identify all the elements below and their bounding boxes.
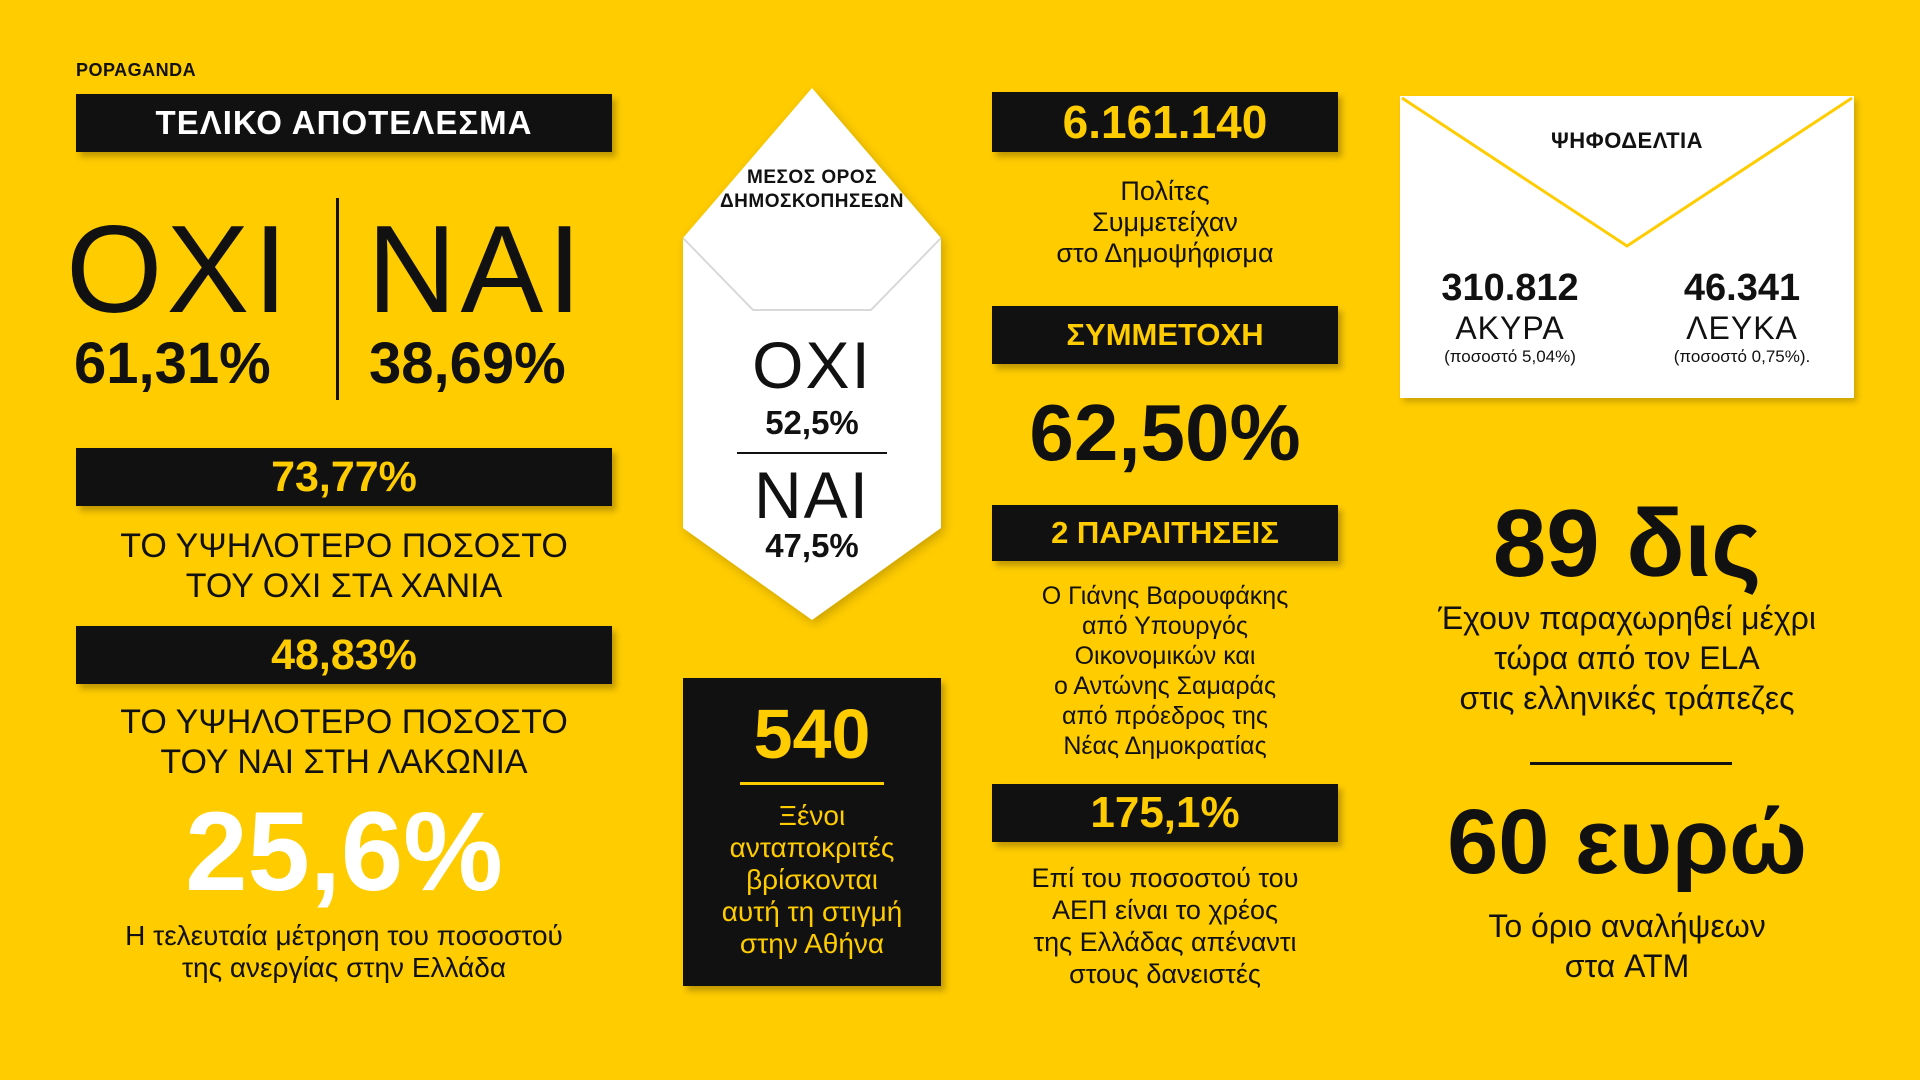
ballots-blank (1632, 266, 1852, 368)
ela-line3: στις ελληνικές τράπεζες (1459, 680, 1795, 716)
highest-yes-bar (76, 626, 612, 684)
invalid-label: ΑΚΥΡΑ (1455, 310, 1565, 346)
resignations-desc (992, 581, 1338, 761)
citizens-desc (992, 176, 1338, 269)
invalid-value: 310.812 (1441, 267, 1579, 309)
poll-yes-label: ΝΑΙ (753, 458, 871, 532)
debt-desc (992, 862, 1338, 990)
atm-value: 60 ευρώ (1447, 791, 1807, 893)
unemployment-line2: της ανεργίας στην Ελλάδα (181, 952, 507, 983)
ballots-invalid (1400, 266, 1620, 368)
highest-no-line2: ΤΟΥ ΟΧΙ ΣΤΑ ΧΑΝΙΑ (185, 567, 503, 605)
final-yes-pct: 38,69% (369, 331, 566, 396)
atm-line1: Το όριο αναλήψεων (1488, 908, 1766, 944)
resignations-line2: από Υπουργός (1082, 612, 1248, 640)
correspondents-line1: Ξένοι (778, 800, 846, 831)
citizens-line1: Πολίτες (1120, 176, 1210, 206)
resignations-line3: Οικονομικών και (1074, 642, 1256, 670)
ela-desc (1380, 598, 1874, 718)
correspondents-divider (740, 782, 884, 785)
final-no-label: ΟΧΙ (66, 201, 292, 339)
unemployment-value: 25,6% (185, 789, 503, 914)
right-divider (1530, 762, 1732, 765)
highest-yes-line2: ΤΟΥ ΝΑΙ ΣΤΗ ΛΑΚΩΝΙΑ (160, 743, 528, 781)
highest-no-line1: ΤΟ ΥΨΗΛΟΤΕΡΟ ΠΟΣΟΣΤΟ (120, 527, 568, 565)
final-divider (336, 198, 339, 400)
resignations-line4: ο Αντώνης Σαμαράς (1053, 672, 1277, 700)
highest-yes-value: 48,83% (271, 630, 417, 679)
invalid-pct: (ποσοστό 5,04%) (1444, 347, 1576, 366)
debt-line2: ΑΕΠ είναι το χρέος (1051, 895, 1279, 925)
unemployment-desc (60, 920, 628, 984)
ela-value: 89 δις (1492, 490, 1762, 597)
blank-value: 46.341 (1683, 267, 1801, 309)
ela-line2: τώρα από τον ELA (1494, 640, 1760, 676)
resignations-line5: από πρόεδρος της (1062, 702, 1268, 730)
unemployment-line1: Η τελευταία μέτρηση του ποσοστού (125, 920, 563, 951)
debt-line1: Επί του ποσοστού του (1031, 863, 1299, 893)
poll-no-label: ΟΧΙ (752, 328, 872, 402)
atm-line2: στα ATM (1564, 948, 1690, 984)
ballots-title: ΨΗΦΟΔΕΛΤΙΑ (1550, 128, 1704, 153)
correspondents-line5: στην Αθήνα (739, 928, 885, 959)
citizens-value: 6.161.140 (1062, 96, 1268, 148)
debt-line3: της Ελλάδας απέναντι (1033, 927, 1297, 957)
final-no-pct: 61,31% (74, 331, 271, 396)
debt-line4: στους δανειστές (1069, 959, 1261, 989)
highest-yes-desc (76, 702, 612, 782)
debt-value: 175,1% (1090, 788, 1240, 837)
highest-yes-line1: ΤΟ ΥΨΗΛΟΤΕΡΟ ΠΟΣΟΣΤΟ (120, 703, 568, 741)
correspondents-line4: αυτή τη στιγμή (721, 896, 903, 927)
final-result-title-bar (76, 94, 612, 152)
correspondents-desc (683, 800, 941, 960)
highest-no-value: 73,77% (271, 452, 417, 501)
highest-no-bar (76, 448, 612, 506)
poll-title-line2: ΔΗΜΟΣΚΟΠΗΣΕΩΝ (720, 191, 904, 212)
turnout-title: ΣΥΜΜΕΤΟΧΗ (1066, 317, 1264, 352)
debt-bar (992, 784, 1338, 842)
resignations-line1: Ο Γιάνης Βαρουφάκης (1041, 582, 1289, 610)
final-result-title: ΤΕΛΙΚΟ ΑΠΟΤΕΛΕΣΜΑ (155, 104, 533, 141)
resignations-line6: Νέας Δημοκρατίας (1063, 732, 1267, 760)
resignations-title: 2 ΠΑΡΑΙΤΗΣΕΙΣ (1051, 515, 1279, 550)
correspondents-value: 540 (753, 695, 871, 773)
brand-logo: POPAGANDA (76, 60, 197, 80)
turnout-value: 62,50% (1029, 388, 1301, 477)
turnout-bar (992, 306, 1338, 364)
ela-line1: Έχουν παραχωρηθεί μέχρι (1438, 600, 1816, 636)
poll-title (683, 166, 941, 214)
poll-title-line1: ΜΕΣΟΣ ΟΡΟΣ (747, 167, 877, 188)
final-yes-label: ΝΑΙ (367, 201, 586, 339)
poll-no-pct: 52,5% (765, 404, 859, 441)
blank-pct: (ποσοστό 0,75%). (1673, 347, 1811, 366)
correspondents-line2: ανταποκριτές (729, 832, 895, 863)
correspondents-line3: βρίσκονται (746, 864, 878, 895)
highest-no-desc (76, 526, 612, 606)
resignations-bar (992, 505, 1338, 561)
poll-divider (737, 452, 887, 454)
citizens-line2: Συμμετείχαν (1092, 207, 1238, 237)
citizens-bar (992, 92, 1338, 152)
blank-label: ΛΕΥΚΑ (1686, 310, 1798, 346)
atm-desc (1380, 906, 1874, 986)
citizens-line3: στο Δημοψήφισμα (1056, 238, 1274, 268)
poll-yes-pct: 47,5% (765, 527, 859, 564)
